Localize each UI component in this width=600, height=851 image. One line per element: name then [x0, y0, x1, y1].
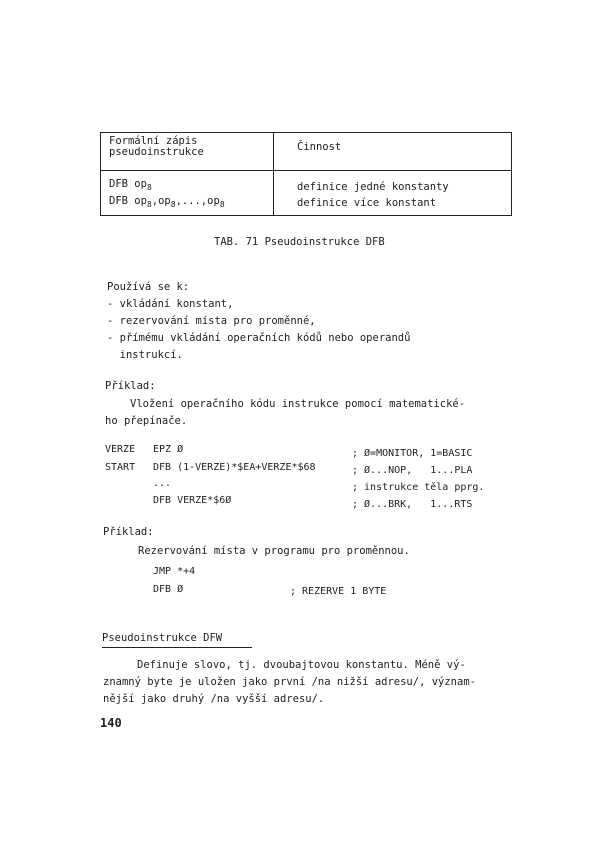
- example-2-text: Rezervování místa v programu pro proměnnou.: [138, 545, 410, 557]
- table-header-formal-line2: pseudoinstrukce: [109, 146, 204, 158]
- code-comment: ; instrukce těla pprg.: [352, 482, 485, 493]
- table-header-divider: [101, 170, 511, 171]
- example-1-text-line2: ho přepínače.: [105, 415, 188, 427]
- table-caption: TAB. 71 Pseudoinstrukce DFB: [214, 236, 385, 248]
- section-heading-dfw: Pseudoinstrukce DFW: [102, 632, 223, 644]
- code-instruction: DFB VERZE*$6Ø: [153, 495, 232, 506]
- paragraph-line: znamný byte je uložen jako první /na nižší adresu/, význam-: [103, 676, 476, 688]
- code-label: START: [105, 462, 136, 473]
- code-label: VERZE: [105, 444, 136, 455]
- code-instruction: ...: [153, 478, 172, 489]
- list-item: - rezervování místa pro proměnné,: [107, 315, 316, 327]
- pseudoinstruction-table: [100, 132, 512, 216]
- table-row-2-formal: DFB $op_8,op_8,...,op_8$: [109, 195, 225, 209]
- usage-intro: Používá se k:: [107, 281, 190, 293]
- list-item: - vkládání konstant,: [107, 298, 234, 310]
- table-row-1-formal: DFB $op_8$: [109, 178, 152, 192]
- code-instruction: EPZ Ø: [153, 444, 184, 455]
- code-comment: ; REZERVE 1 BYTE: [290, 586, 387, 597]
- paragraph-line: Definuje slovo, tj. dvoubajtovou konstantu. Méně vý-: [137, 659, 466, 671]
- section-heading-underline: [102, 647, 252, 648]
- code-comment: ; Ø...BRK, 1...RTS: [352, 499, 473, 510]
- table-column-divider: [273, 133, 274, 215]
- table-header-activity: Činnost: [297, 141, 342, 153]
- table-row-1-activity: definice jedné konstanty: [297, 181, 449, 193]
- code-comment: ; Ø...NOP, 1...PLA: [352, 465, 473, 476]
- code-instruction: DFB (1-VERZE)*$EA+VERZE*$68: [153, 462, 316, 473]
- code-comment: ; Ø=MONITOR, 1=BASIC: [352, 448, 473, 459]
- list-item: - přímému vkládání operačních kódů nebo operandů: [107, 332, 411, 344]
- table-row-2-activity: definice více konstant: [297, 197, 437, 209]
- code-instruction: JMP *+4: [153, 566, 196, 577]
- code-instruction: DFB Ø: [153, 584, 184, 595]
- example-1-text-line1: Vložení operačního kódu instrukce pomocí matematické-: [130, 398, 466, 410]
- example-2-heading: Příklad:: [103, 526, 154, 538]
- example-1-heading: Příklad:: [105, 380, 156, 392]
- page-number: 140: [100, 716, 122, 730]
- paragraph-line: nější jako druhý /na vyšší adresu/.: [103, 693, 325, 705]
- table-header-formal-line1: Formální zápis: [109, 135, 198, 147]
- list-item: instrukcí.: [107, 349, 183, 361]
